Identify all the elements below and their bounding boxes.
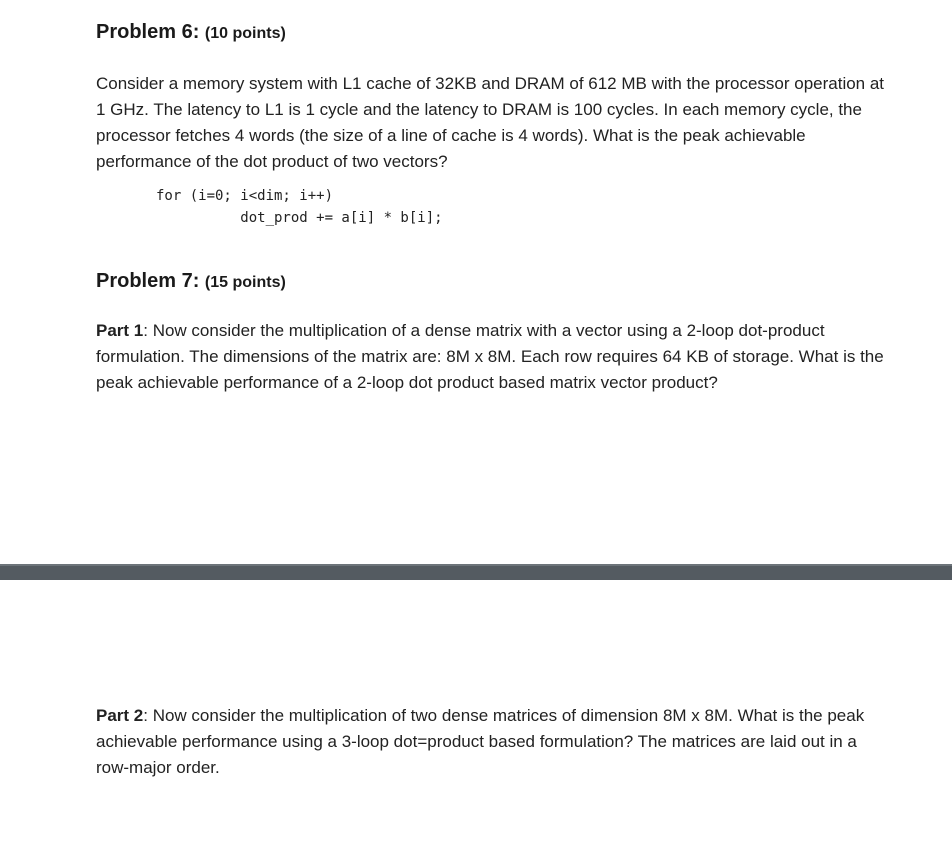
part-2-text: Now consider the multiplication of two dense matrices of dimension 8M x 8M. What is the peak achievable performance using a 3-loop dot=product based formulation? The matrices are laid out in a row-major order. — [96, 706, 865, 777]
page-divider — [0, 564, 952, 580]
problem-6-points: (10 points) — [204, 25, 286, 42]
code-line-for: for (i=0; i<dim; i++) — [156, 188, 334, 204]
problem-7-section — [96, 269, 892, 396]
code-line-dot-prod: dot_prod += a[i] * b[i]; — [156, 210, 443, 226]
problem-7-part-2-section — [96, 703, 892, 781]
problem-7-part-1: Part 1: Now consider the multiplication of a dense matrix with a vector using a 2-loop dot-product formulation. The dimensions of the matrix are: 8M x 8M. Each row requires 64 KB of storage. What is the peak achievable performance of a 2-loop dot product based matrix vector product? — [96, 321, 884, 392]
part-1-text: Now consider the multiplication of a dense matrix with a vector using a 2-loop dot-product formulation. The dimensions of the matrix are: 8M x 8M. Each row requires 64 KB of storage. What is the peak achievable performance of a 2-loop dot product based matrix vector product? — [96, 321, 884, 392]
part-1-label: Part 1 — [96, 321, 144, 340]
code-block — [96, 185, 892, 229]
problem-6-text: Consider a memory system with L1 cache of 32KB and DRAM of 612 MB with the processor operation at 1 GHz. The latency to L1 is 1 cycle and the latency to DRAM is 100 cycles. In each memory cycle, the processor fetches 4 words (the size of a line of cache is 4 words). What is the peak achievable performance of the dot product of two vectors? — [96, 74, 885, 171]
problem-7-title: Problem 7 — [96, 270, 193, 292]
problem-6-title: Problem 6 — [96, 21, 193, 43]
part-2-label: Part 2 — [96, 706, 144, 725]
problem-7-points: (15 points) — [204, 274, 286, 291]
problem-7-part-2: Part 2: Now consider the multiplication of two dense matrices of dimension 8M x 8M. What is the peak achievable performance using a 3-loop dot=product based formulation? The matrices are laid out in a row-major order. — [96, 706, 865, 777]
problem-6-section — [96, 20, 892, 229]
problem-6-heading: Problem 6: (10 points) — [96, 21, 286, 43]
problem-7-heading: Problem 7: (15 points) — [96, 270, 286, 292]
